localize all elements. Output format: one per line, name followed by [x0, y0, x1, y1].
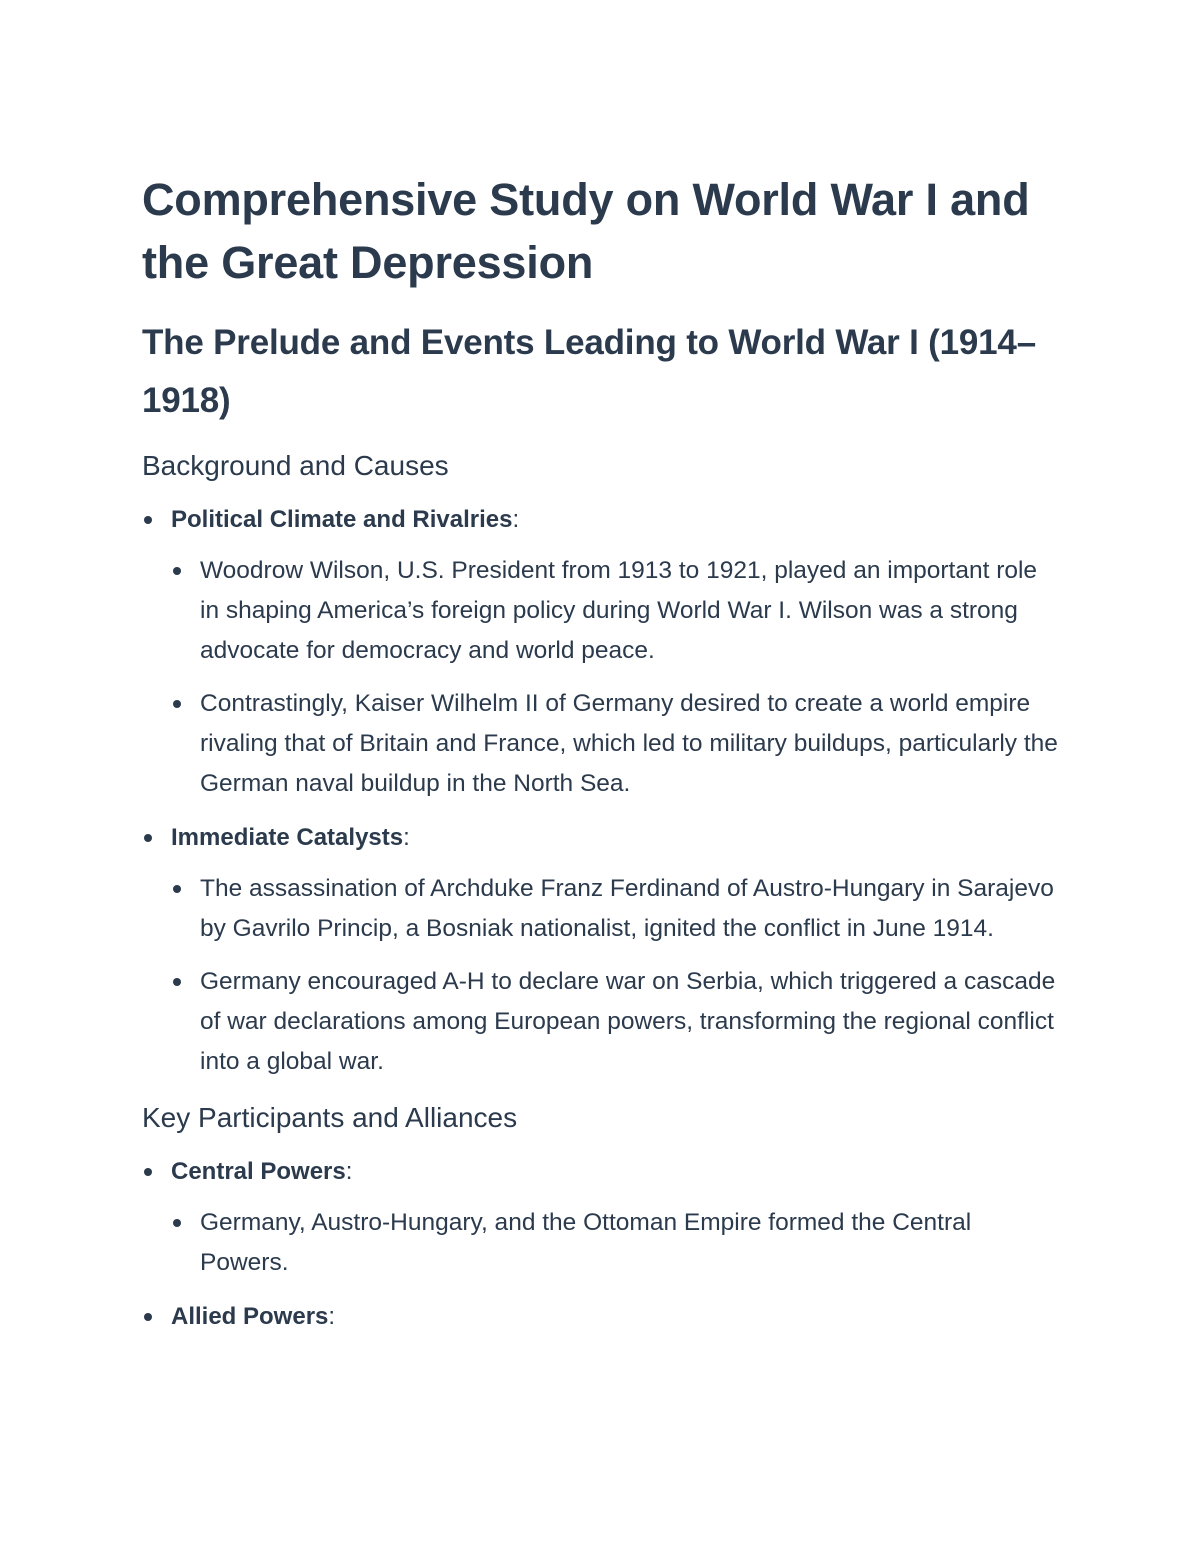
item-title-suffix: : — [345, 1158, 353, 1185]
item-title-suffix: : — [403, 824, 410, 851]
point-text: Germany, Austro-Hungary, and the Ottoman Empire formed the Central Powers. — [200, 1209, 972, 1276]
item-title — [171, 1299, 1062, 1335]
item-title-suffix: : — [512, 506, 520, 533]
point-text: Contrastingly, Kaiser Wilhelm II of Germany desired to create a world empire rivaling that of Britain and France, which led to military buildups, particularly the German naval buildup in the North Sea. — [200, 690, 1058, 797]
item-title — [171, 502, 1062, 538]
bullet-icon — [144, 1168, 152, 1176]
list-item — [142, 820, 1062, 1082]
document-page — [142, 168, 1062, 1335]
document-title: Comprehensive Study on World War I and the Great Depression — [142, 174, 1030, 288]
item-title-text: Immediate Catalysts — [171, 824, 404, 851]
bullet-icon — [144, 834, 152, 842]
sub-list-item — [171, 1203, 1062, 1283]
sub-list-item — [171, 962, 1062, 1082]
point-text: Woodrow Wilson, U.S. President from 1913 to 1921, played an important role in shaping America’s foreign policy during World War I. Wilson was a strong advocate for democracy and world peace. — [200, 557, 1038, 664]
item-title-text: Central Powers — [171, 1158, 346, 1185]
point-text: The assassination of Archduke Franz Ferdinand of Austro-Hungary in Sarajevo by Gavrilo Princip, a Bosniak nationalist, ignited the conflict in June 1914. — [200, 875, 1054, 942]
sub-list — [171, 869, 1062, 1082]
sub-list-item — [171, 551, 1062, 671]
bullet-icon — [173, 1219, 181, 1227]
topic-list — [142, 1154, 1062, 1335]
bullet-icon — [144, 1313, 152, 1321]
sub-list-item — [171, 869, 1062, 949]
point-text: Germany encouraged A-H to declare war on Serbia, which triggered a cascade of war declarations among European powers, transforming the regional conflict into a global war. — [200, 968, 1056, 1075]
item-title-text: Allied Powers — [171, 1303, 329, 1330]
list-item — [142, 502, 1062, 804]
subsection-heading-participants: Key Participants and Alliances — [142, 1102, 518, 1133]
item-title-text: Political Climate and Rivalries — [171, 506, 513, 533]
topic-list — [142, 502, 1062, 1082]
bullet-icon — [144, 516, 152, 524]
sub-list-item — [171, 684, 1062, 804]
sub-list — [171, 551, 1062, 804]
bullet-icon — [173, 567, 181, 575]
bullet-icon — [173, 885, 181, 893]
item-title-suffix: : — [328, 1303, 336, 1330]
item-title — [171, 1154, 1062, 1190]
bullet-icon — [173, 700, 181, 708]
list-item — [142, 1154, 1062, 1283]
item-title — [171, 820, 1062, 856]
section-heading: The Prelude and Events Leading to World War I (1914–1918) — [142, 323, 1036, 420]
bullet-icon — [173, 978, 181, 986]
subsection-heading-background: Background and Causes — [142, 450, 449, 481]
list-item — [142, 1299, 1062, 1335]
sub-list — [171, 1203, 1062, 1283]
